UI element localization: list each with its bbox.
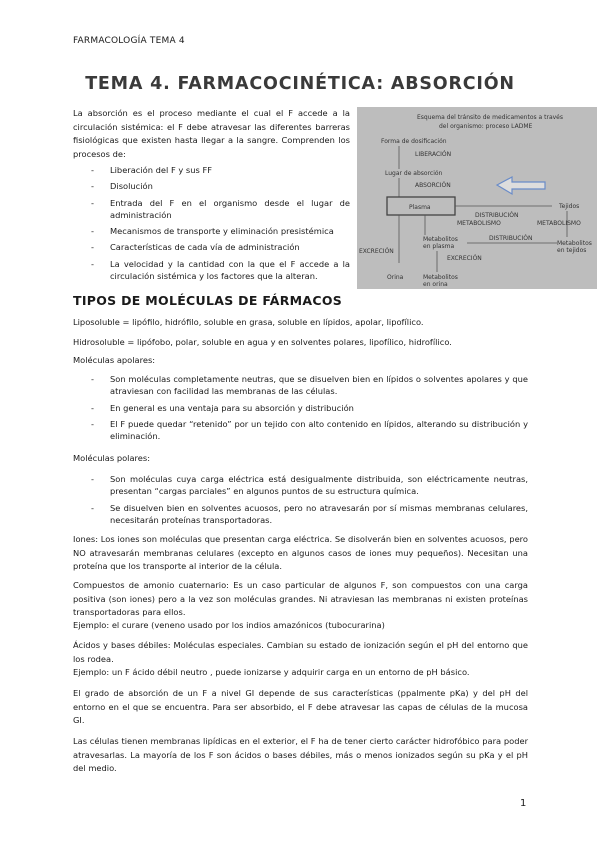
page-header: FARMACOLOGÍA TEMA 4 (73, 36, 185, 46)
acidos-example: Ejemplo: un F ácido débil neutro , puede ionizarse y adquirir carga en un entorno de pH básico. (73, 667, 470, 677)
apolares-title: Moléculas apolares: (73, 355, 156, 365)
list-item: - La velocidad y la cantidad con la que el F accede a la circulación sistémica y los factores que la alteran. (73, 258, 350, 283)
ladme-diagram (357, 107, 597, 289)
list-item: - Entrada del F en el organismo desde el lugar de administración (73, 197, 350, 222)
diagram-metabolismo-1: METABOLISMO (457, 220, 501, 227)
hidrosoluble-text: Hidrosoluble = lipófobo, polar, soluble en agua y en solventes polares, lipofílico, hidrofílico. (73, 337, 452, 347)
diagram-absorcion: ABSORCIÓN (415, 182, 451, 189)
list-item: - Son moléculas completamente neutras, que se disuelven bien en lípidos o solventes apolares y que atraviesan con facilidad las membranas de las células. (73, 373, 528, 398)
acidos-paragraph: Ácidos y bases débiles: Moléculas especiales. Cambian su estado de ionización según el pH del entorno que los rodea. (73, 640, 528, 664)
diagram-forma: Forma de dosificación (381, 138, 447, 145)
diagram-plasma: Plasma (409, 204, 431, 211)
diagram-title-2: del organismo: proceso LADME (439, 123, 533, 130)
diagram-tejidos: Tejidos (559, 203, 580, 210)
diagram-metab-orina-2: en orina (423, 281, 448, 288)
list-item: - Liberación del F y sus FF (73, 164, 350, 176)
diagram-lugar: Lugar de absorción (385, 170, 443, 177)
list-item: - Mecanismos de transporte y eliminación presistémica (73, 225, 350, 237)
list-item: - En general es una ventaja para su absorción y distribución (73, 402, 528, 414)
grado-paragraph: El grado de absorción de un F a nivel GI depende de sus características (ppalmente pKa) y del pH del entorno en el que se encuentra. Para ser absorbido, el F debe atravesar las capas de células de la mucosa GI. (73, 688, 528, 725)
diagram-metab-tej-1: Metabolitos (557, 240, 592, 247)
list-item: - Son moléculas cuya carga eléctrica está desigualmente distribuida, son eléctricamente neutras, presentan “cargas parciales” en algunos puntos de su estructura química. (73, 473, 528, 498)
diagram-liberacion: LIBERACIÓN (415, 151, 452, 158)
iones-paragraph: Iones: Los iones son moléculas que presentan carga eléctrica. Se disolverán bien en solventes acuosos, pero NO atravesarán membranas celulares (excepto en algunos casos de iones muy pequeños). Necesitan una proteína que los transporte al interior de la célula. (73, 534, 528, 571)
diagram-title-1: Esquema del tránsito de medicamentos a través (417, 114, 563, 121)
polares-list (73, 473, 528, 530)
amonio-example: Ejemplo: el curare (veneno usado por los indios amazónicos (tubocurarina) (73, 620, 385, 630)
page-number: 1 (520, 798, 527, 809)
celulas-paragraph: Las células tienen membranas lipídicas en el exterior, el F ha de tener cierto carácter hidrofóbico para poder atravesarlas. La mayoría de los F son ácidos o bases débiles, más o menos ionizados según su pKa y el pH del medio. (73, 736, 528, 773)
list-item: - Disolución (73, 180, 350, 192)
diagram-metab-orina-1: Metabolitos (423, 274, 458, 281)
list-item: - Características de cada vía de administración (73, 241, 350, 253)
diagram-metab-tej-2: en tejidos (557, 247, 587, 254)
diagram-orina: Orina (387, 274, 404, 281)
diagram-excrecion-1: EXCRECIÓN (359, 248, 394, 255)
polares-title: Moléculas polares: (73, 453, 150, 463)
diagram-metab-plasma-1: Metabolitos (423, 236, 458, 243)
diagram-metab-plasma-2: en plasma (423, 243, 455, 250)
diagram-metabolismo-2: METABOLISMO (537, 220, 581, 227)
apolares-list (73, 373, 528, 446)
section-title: TIPOS DE MOLÉCULAS DE FÁRMACOS (73, 293, 343, 308)
diagram-distribucion-2: DISTRIBUCIÓN (489, 235, 533, 242)
process-list (73, 164, 350, 286)
diagram-excrecion-2: EXCRECIÓN (447, 255, 482, 262)
intro-paragraph: La absorción es el proceso mediante el cual el F accede a la circulación sistémica: el F debe atravesar las diferentes barreras fisiológicas que existen hasta llegar a la sangre. Comprenden los procesos de: (73, 108, 350, 159)
amonio-paragraph: Compuestos de amonio cuaternario: Es un caso particular de algunos F, son compuestos con una carga positiva (son iones) pero a la vez son moléculas grandes. Ni atraviesan las membranas ni existen proteínas transportadoras para ellos. (73, 580, 528, 617)
liposoluble-text: Liposoluble = lipófilo, hidrófilo, soluble en grasa, soluble en lípidos, apolar, lipofílico. (73, 317, 424, 327)
list-item: - El F puede quedar “retenido” por un tejido con alto contenido en lípidos, alterando su distribución y eliminación. (73, 418, 528, 443)
page-title: TEMA 4. FARMACOCINÉTICA: ABSORCIÓN (85, 74, 515, 94)
highlight-arrow (497, 177, 545, 194)
diagram-distribucion-1: DISTRIBUCIÓN (475, 212, 519, 219)
list-item: - Se disuelven bien en solventes acuosos, pero no atravesarán por sí mismas membranas celulares, necesitarán proteínas transportadoras. (73, 502, 528, 527)
